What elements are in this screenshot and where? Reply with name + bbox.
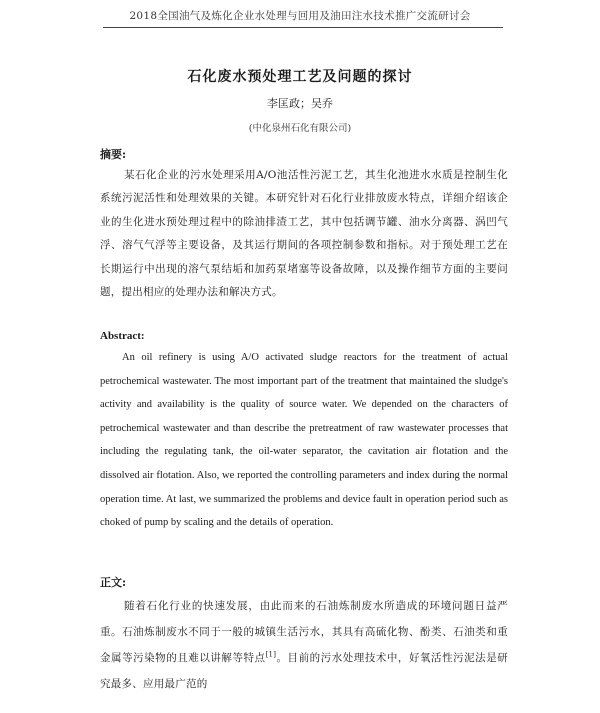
body-paragraph [100, 593, 508, 697]
abstract-zh-heading: 摘要: [100, 148, 127, 161]
paper-authors: 李匡政；吴乔 [267, 97, 333, 110]
paper-title: 石化废水预处理工艺及问题的探讨 [187, 69, 413, 85]
abstract-zh-body: 某石化企业的污水处理采用A/O池活性污泥工艺，其生化池进水水质是控制生化系统污泥活性和处理效果的关键。本研究针对石化行业排放废水特点，详细介绍该企业的生化进水预处理过程中的除油排渣工艺，其中包括调节罐、油水分离器、涡凹气浮、溶气气浮等主要设备，及其运行期间的各项控制参数和指标。对于预处理工艺在长期运行中出现的溶气泵结垢和加药泵堵塞等设备故障，以及操作细节方面的主要问题，提出相应的处理办法和解决方式。 [100, 169, 508, 299]
citation-ref: [1] [265, 650, 277, 659]
body-text-end: 。目前的污水处理技术中，好氧活性污泥法是研究最多、应用最广范的 [100, 652, 509, 690]
body-text-start: 随着石化行业的快速发展，由此而来的石油炼制废水所造成的环境问题日益严重。石油炼制废水不同于一般的城镇生活污水，其具有高硫化物、酚类、石油类和重金属等污染物的且难以讲解等特点 [100, 600, 508, 664]
running-header: 2018全国油气及炼化企业水处理与回用及油田注水技术推广交流研讨会 [129, 10, 471, 22]
header-divider [103, 27, 503, 28]
body-heading: 正文: [100, 576, 127, 589]
abstract-en-body: An oil refinery is using A/O activated sludge reactors for the treatment of actual petrochemical wastewater. The most important part of the treatment that maintained the sludge's activity and availability is the quality of source water. We depended on the characters of petrochemical wastewater and than describe the pretreatment of raw wastewater processes that including the regulating tank, the oil-water separator, the cavitation air flotation and the dissolved air flotation. Also, we reported the controlling parameters and index during the normal operation time. At last, we summarized the problems and device fault in operation period such as choked of pump by scaling and the details of operation. [100, 352, 508, 529]
abstract-en-heading: Abstract: [100, 330, 145, 342]
paper-affiliation: (中化泉州石化有限公司) [248, 123, 352, 134]
